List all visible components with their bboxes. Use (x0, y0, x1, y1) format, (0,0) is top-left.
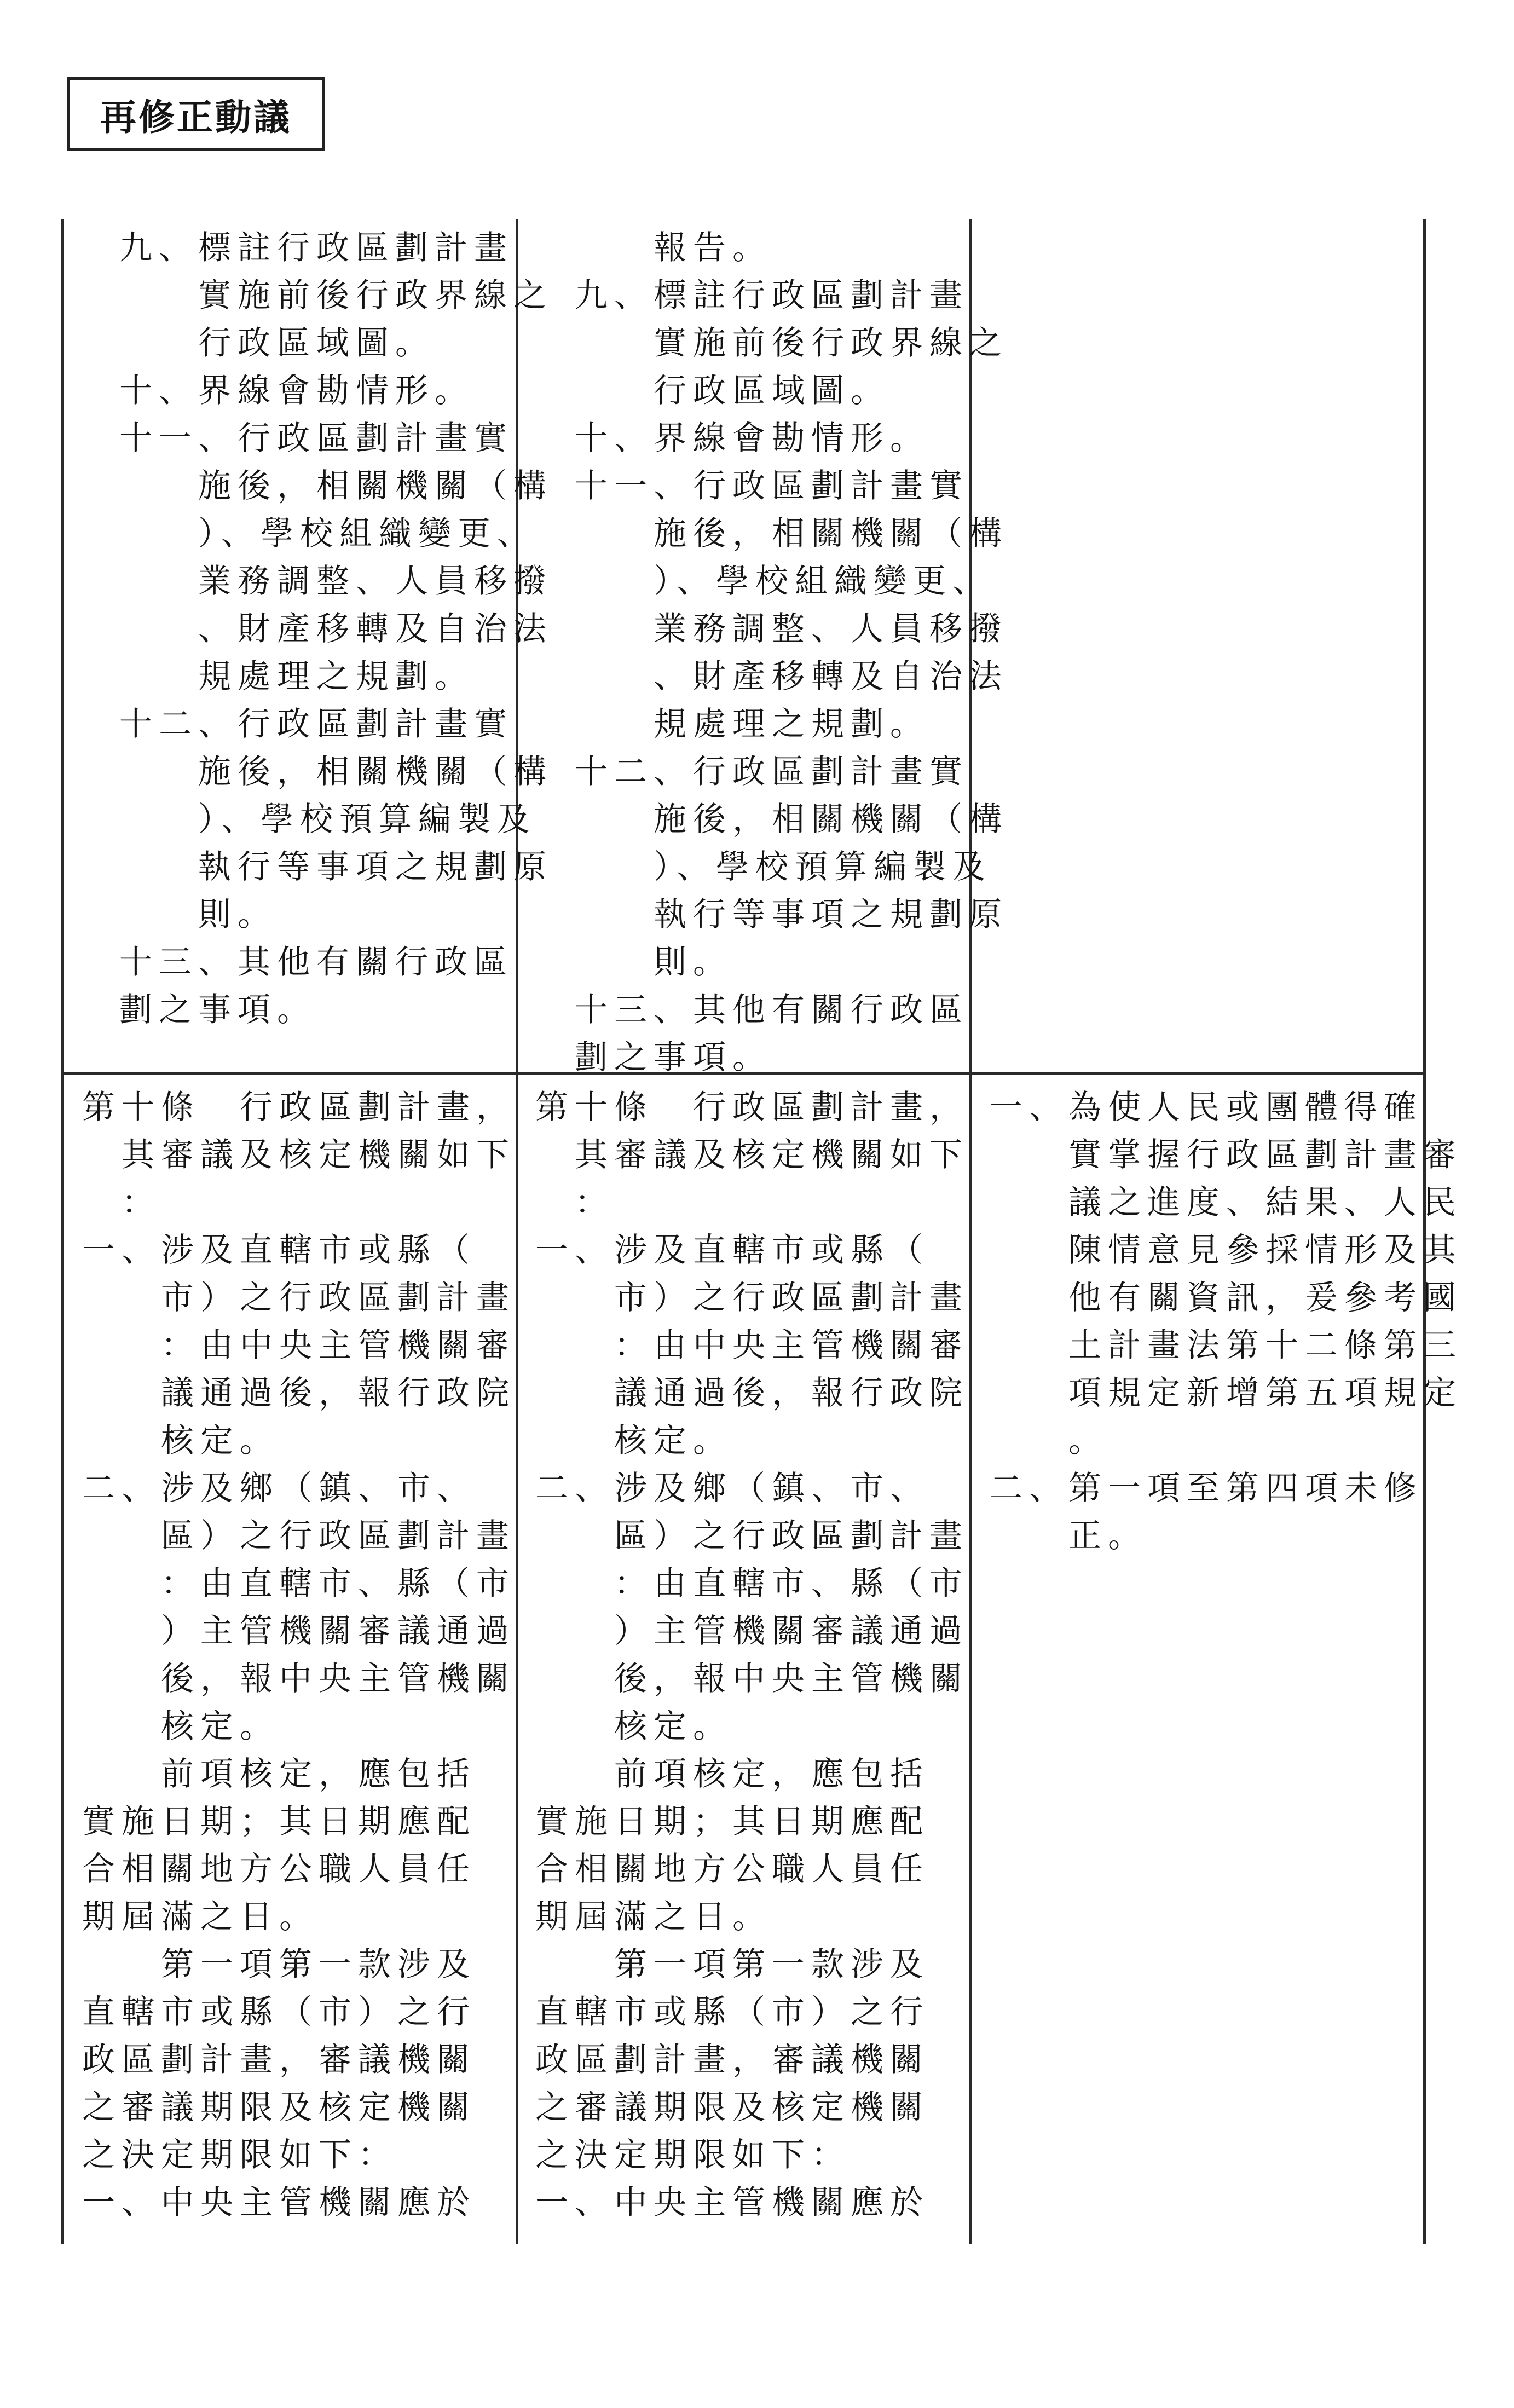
text-line: 議之進度、結果、人民 (990, 1183, 1463, 1222)
text-line: 項規定新增第五項規定 (990, 1374, 1463, 1412)
text-line: 九、標註行政區劃計畫 (575, 276, 969, 315)
text-line: 議通過後，報行政院 (535, 1374, 969, 1412)
text-line: 政區劃計畫，審議機關 (535, 2041, 929, 2079)
text-line: 執行等事項之規劃原 (575, 896, 1008, 934)
text-line: 十一、行政區劃計畫實 (575, 467, 969, 505)
text-line: 實施日期；其日期應配 (535, 1803, 929, 1841)
text-line: 行政區域圖。 (575, 372, 890, 410)
text-line: 前項核定，應包括 (535, 1755, 929, 1793)
text-line: 十三、其他有關行政區 (575, 991, 969, 1029)
text-line: 之審議期限及核定機關 (535, 2088, 929, 2127)
text-line: 之決定期限如下： (535, 2136, 851, 2174)
text-line: 核定。 (535, 1422, 732, 1460)
text-line: ： (535, 1183, 614, 1222)
text-line: 報告。 (575, 229, 772, 267)
text-line: 政區劃計畫，審議機關 (82, 2041, 476, 2079)
text-line: 劃之事項。 (119, 991, 316, 1029)
text-line: ： (82, 1183, 161, 1222)
text-line: 議通過後，報行政院 (82, 1374, 516, 1412)
text-line: 十三、其他有關行政區 (119, 943, 513, 981)
text-line: 實掌握行政區劃計畫審 (990, 1136, 1463, 1174)
text-line: 施後，相關機關（構 (119, 467, 553, 505)
text-line: ）、學校預算編製及 (119, 800, 536, 839)
text-line: 直轄市或縣（市）之行 (82, 1993, 476, 2031)
text-line: 二、第一項至第四項未修 (990, 1469, 1423, 1508)
page-title-box (67, 77, 325, 151)
text-line: ：由直轄市、縣（市 (82, 1564, 516, 1603)
text-line: 合相關地方公職人員任 (82, 1850, 476, 1889)
text-line: ）、學校組織變更、 (119, 515, 536, 553)
text-line: 陳情意見參採情形及其 (990, 1231, 1463, 1269)
text-line: ）、學校組織變更、 (575, 562, 992, 600)
text-line: 他有關資訊，爰參考國 (990, 1279, 1463, 1317)
text-line: 實施前後行政界線之 (575, 324, 1008, 362)
text-line: 期屆滿之日。 (82, 1898, 319, 1936)
text-line: ：由中央主管機關審 (82, 1326, 516, 1365)
text-line: 一、為使人民或團體得確 (990, 1088, 1423, 1127)
text-line: 第一項第一款涉及 (535, 1945, 929, 1984)
text-line: 核定。 (535, 1707, 732, 1746)
text-line: 期屆滿之日。 (535, 1898, 772, 1936)
text-line: 之決定期限如下： (82, 2136, 397, 2174)
text-line: 二、涉及鄉（鎮、市、 (82, 1469, 476, 1508)
text-line: 十二、行政區劃計畫實 (119, 705, 513, 743)
bottom-col1-cell (82, 1084, 516, 2227)
text-line: 其審議及核定機關如下 (82, 1136, 516, 1174)
text-line: 土計畫法第十二條第三 (990, 1326, 1463, 1365)
text-line: 。 (990, 1422, 1108, 1460)
bottom-col2-cell (535, 1084, 969, 2227)
text-line: 十二、行政區劃計畫實 (575, 753, 969, 791)
text-line: ：由直轄市、縣（市 (535, 1564, 969, 1603)
text-line: 業務調整、人員移撥 (575, 610, 1008, 648)
text-line: 行政區域圖。 (119, 324, 435, 362)
text-line: 二、涉及鄉（鎮、市、 (535, 1469, 929, 1508)
text-line: 一、涉及直轄市或縣（ (535, 1231, 929, 1269)
text-line: ）、學校預算編製及 (575, 848, 992, 886)
text-line: 十、界線會勘情形。 (575, 419, 929, 458)
text-line: 、財產移轉及自治法 (575, 657, 1008, 696)
text-line: 則。 (575, 943, 732, 981)
text-line: 區）之行政區劃計畫 (82, 1517, 516, 1555)
text-line: 一、中央主管機關應於 (535, 2184, 929, 2222)
text-line: 核定。 (82, 1707, 279, 1746)
text-line: 第十條 行政區劃計畫， (535, 1088, 969, 1127)
page-title: 再修正動議 (100, 95, 292, 138)
text-line: ）主管機關審議通過 (82, 1612, 516, 1650)
text-line: 市）之行政區劃計畫 (535, 1279, 969, 1317)
text-line: 業務調整、人員移撥 (119, 562, 553, 600)
text-line: 市）之行政區劃計畫 (82, 1279, 516, 1317)
text-line: ）主管機關審議通過 (535, 1612, 969, 1650)
text-line: 第一項第一款涉及 (82, 1945, 476, 1984)
text-line: 劃之事項。 (575, 1038, 772, 1077)
text-line: 其審議及核定機關如下 (535, 1136, 969, 1174)
text-line: 後，報中央主管機關 (82, 1660, 516, 1698)
text-line: 之審議期限及核定機關 (82, 2088, 476, 2127)
text-line: 則。 (119, 896, 277, 934)
text-line: 正。 (990, 1517, 1147, 1555)
text-line: 後，報中央主管機關 (535, 1660, 969, 1698)
bottom-col3-cell (990, 1084, 1463, 1560)
text-line: 第十條 行政區劃計畫， (82, 1088, 516, 1127)
top-col2-cell (575, 224, 1008, 1082)
text-line: 前項核定，應包括 (82, 1755, 476, 1793)
text-line: 施後，相關機關（構 (119, 753, 553, 791)
text-line: 一、涉及直轄市或縣（ (82, 1231, 476, 1269)
text-line: 執行等事項之規劃原 (119, 848, 553, 886)
text-line: 實施前後行政界線之 (119, 276, 553, 315)
text-line: 、財產移轉及自治法 (119, 610, 553, 648)
text-line: 十、界線會勘情形。 (119, 372, 474, 410)
text-line: 區）之行政區劃計畫 (535, 1517, 969, 1555)
text-line: 施後，相關機關（構 (575, 515, 1008, 553)
text-line: 規處理之規劃。 (575, 705, 929, 743)
text-line: 一、中央主管機關應於 (82, 2184, 476, 2222)
text-line: 合相關地方公職人員任 (535, 1850, 929, 1889)
top-col1-cell (119, 224, 553, 1034)
text-line: 規處理之規劃。 (119, 657, 474, 696)
text-line: ：由中央主管機關審 (535, 1326, 969, 1365)
text-line: 施後，相關機關（構 (575, 800, 1008, 839)
text-line: 九、標註行政區劃計畫 (119, 229, 513, 267)
text-line: 實施日期；其日期應配 (82, 1803, 476, 1841)
table-left-border (61, 219, 64, 2244)
text-line: 直轄市或縣（市）之行 (535, 1993, 929, 2031)
text-line: 核定。 (82, 1422, 279, 1460)
text-line: 十一、行政區劃計畫實 (119, 419, 513, 458)
